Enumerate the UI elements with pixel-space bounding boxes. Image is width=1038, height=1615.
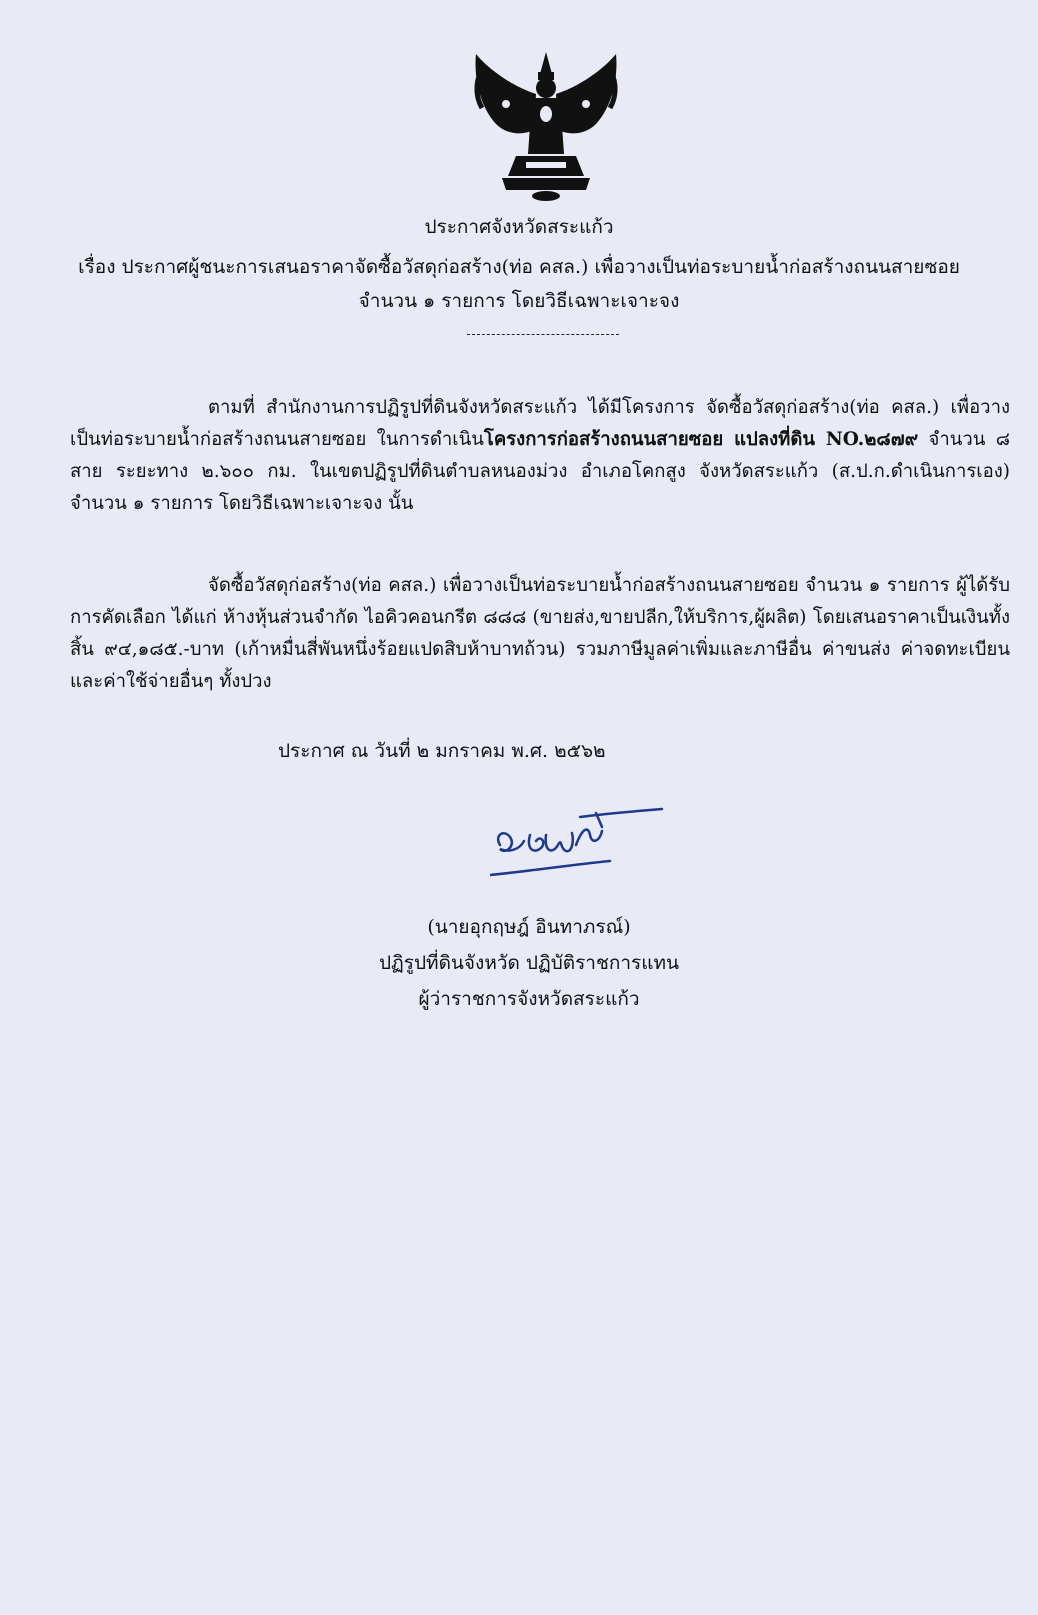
paragraph-1	[70, 392, 1010, 520]
title-divider	[467, 334, 619, 335]
announcement-date: ประกาศ ณ วันที่ ๒ มกราคม พ.ศ. ๒๕๖๒	[278, 740, 606, 762]
project-name: โครงการก่อสร้างถนนสายซอย แปลงที่ดิน NO.๒๘๗๙	[483, 429, 919, 450]
paragraph-1-part-b: จำนวน ๘ สาย ระยะทาง ๒.๖๐๐ กม. ในเขตปฏิรูปที่ดินตำบลหนองม่วง อำเภอโคกสูง จังหวัดสระแก้ว (ส.ป.ก.ดำเนินการเอง) จำนวน ๑ รายการ โดยวิธีเฉพาะเจาะจง นั้น	[70, 429, 1010, 514]
garuda-emblem-icon	[466, 44, 626, 204]
announcement-title: ประกาศจังหวัดสระแก้ว	[424, 216, 614, 238]
paragraph-1-part-a: ตามที่ สำนักงานการปฏิรูปที่ดินจังหวัดสระแก้ว ได้มีโครงการ จัดซื้อวัสดุก่อสร้าง(ท่อ คสล.) เพื่อวางเป็นท่อระบายน้ำก่อสร้างถนนสายซอย ในการดำเนิน	[70, 397, 1010, 450]
signer-position-2: ผู้ว่าราชการจังหวัดสระแก้ว	[418, 988, 640, 1010]
signer-position: ปฏิรูปที่ดินจังหวัด ปฏิบัติราชการแทน	[378, 952, 680, 974]
announcement-subject-continued: จำนวน ๑ รายการ โดยวิธีเฉพาะเจาะจง	[358, 290, 680, 312]
signature-icon	[490, 805, 690, 885]
signer-name: (นายอุกฤษฎ์ อินทาภรณ์)	[427, 916, 631, 938]
paragraph-2: จัดซื้อวัสดุก่อสร้าง(ท่อ คสล.) เพื่อวางเป็นท่อระบายน้ำก่อสร้างถนนสายซอย จำนวน ๑ รายการ ผู้ได้รับการคัดเลือก ได้แก่ ห้างหุ้นส่วนจำกัด ไอคิวคอนกรีต ๘๘๘ (ขายส่ง,ขายปลีก,ให้บริการ,ผู้ผลิต) โดยเสนอราคาเป็นเงินทั้งสิ้น ๙๔,๑๘๕.-บาท (เก้าหมื่นสี่พันหนึ่งร้อยแปดสิบห้าบาทถ้วน) รวมภาษีมูลค่าเพิ่มและภาษีอื่น ค่าขนส่ง ค่าจดทะเบียน และค่าใช้จ่ายอื่นๆ ทั้งปวง	[70, 575, 1010, 692]
announcement-subject: เรื่อง ประกาศผู้ชนะการเสนอราคาจัดซื้อวัสดุก่อสร้าง(ท่อ คสล.) เพื่อวางเป็นท่อระบายน้ำก่อสร้างถนนสายซอย	[78, 256, 960, 278]
